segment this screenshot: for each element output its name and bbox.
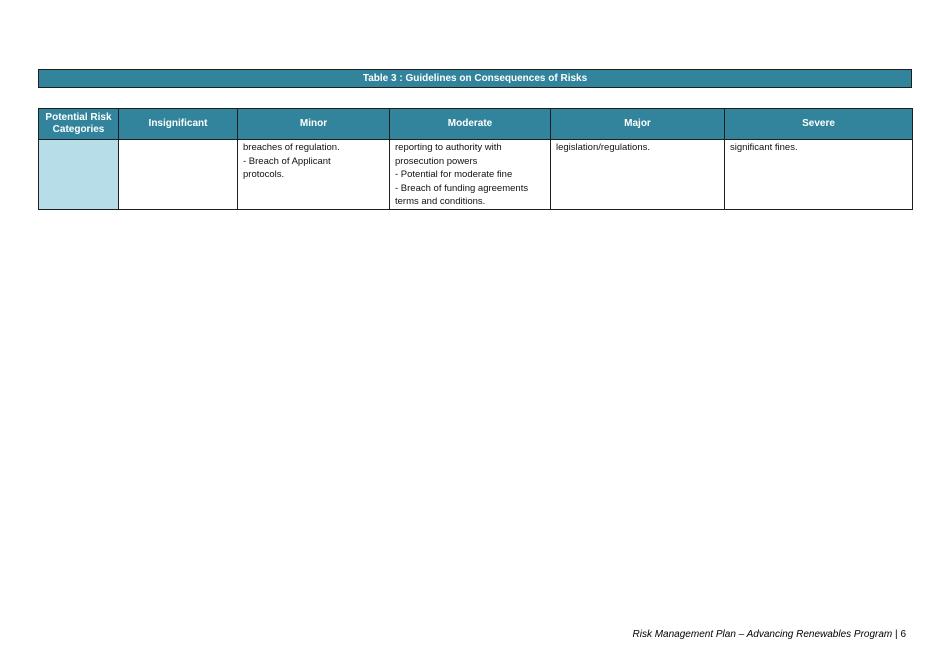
cell-insignificant <box>119 140 238 210</box>
footer-separator: | <box>895 629 898 640</box>
header-potential-risk-categories: Potential Risk Categories <box>39 109 119 140</box>
consequences-table <box>38 108 913 210</box>
footer-document-title: Risk Management Plan – Advancing Renewables Program <box>632 629 893 640</box>
cell-text-line: legislation/regulations. <box>556 142 651 153</box>
footer-page-number: 6 <box>900 629 906 640</box>
cell-severe <box>725 140 913 210</box>
cell-minor <box>238 140 390 210</box>
cell-text-line: significant fines. <box>730 142 798 153</box>
header-major: Major <box>551 109 725 140</box>
cell-major <box>551 140 725 210</box>
cell-text-line: - Breach of Applicant <box>243 155 331 167</box>
cell-text-line: - Breach of funding agreements <box>395 182 529 194</box>
cell-category <box>39 140 119 210</box>
header-minor: Minor <box>238 109 390 140</box>
cell-moderate <box>390 140 551 210</box>
header-insignificant: Insignificant <box>119 109 238 140</box>
header-severe: Severe <box>725 109 913 140</box>
table-header-row <box>39 109 913 140</box>
table-row <box>39 140 913 210</box>
table-title: Table 3 : Guidelines on Consequences of Risks <box>38 69 912 88</box>
header-moderate: Moderate <box>390 109 551 140</box>
page-footer <box>633 629 907 640</box>
cell-text-line: protocols. <box>243 169 285 180</box>
cell-text-line: breaches of regulation. <box>243 142 340 153</box>
cell-text-line: - Potential for moderate fine <box>395 169 513 180</box>
cell-text-line: reporting to authority with <box>395 142 502 153</box>
cell-text-line: terms and conditions. <box>395 196 486 207</box>
cell-text-line: prosecution powers <box>395 155 478 167</box>
